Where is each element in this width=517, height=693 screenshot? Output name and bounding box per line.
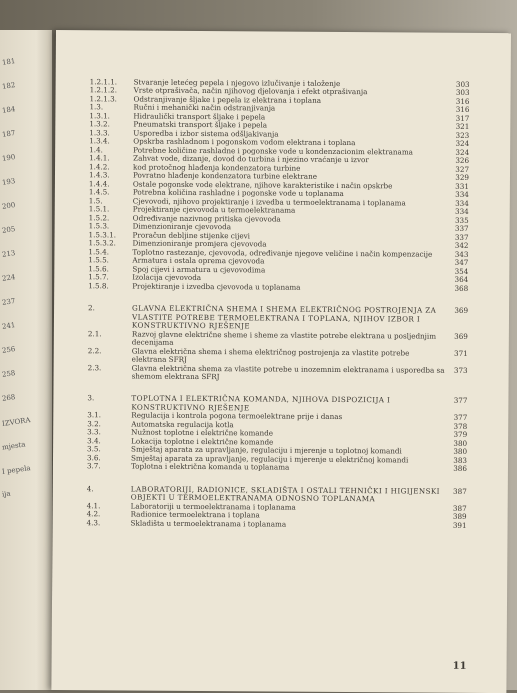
left-page-text: 258 [1, 369, 16, 379]
entry-title: LABORATORIJI, RADIONICE, SKLADIŠTA I OSTALI TEHNIČKI I HIGIJENSKI OBJEKTI U TERMOELEKTRANAMA ODNOSNO TOPLANAMA [130, 484, 440, 504]
entry-title: Usporedba i izbor sistema odšljakivanja [133, 128, 279, 139]
left-page-text: 184 [1, 105, 16, 115]
entry-number: 1.4.3. [88, 170, 110, 180]
entry-page: 316 [455, 105, 470, 115]
entry-page: 334 [455, 198, 469, 208]
entry-title: Smještaj aparata za upravljanje, regulaciju i mjerenje u toplotnoj komandi [131, 444, 402, 456]
entry-page: 371 [454, 348, 468, 358]
left-page-text: 200 [1, 201, 16, 211]
left-page-text: 256 [1, 345, 16, 355]
entry-number: 1.5.3.2. [88, 238, 116, 248]
entry-title: Cjevovodi, njihovo projektiranje i izvedba u termoelektranama i toplanama [132, 196, 406, 208]
entry-number: 1.3.3. [89, 128, 110, 138]
entry-number: 1.5.5. [88, 255, 110, 265]
entry-title: Smještaj aparata za upravljanje, regulaciju i mjerenje u električnoj komandi [130, 453, 409, 465]
entry-page: 303 [455, 88, 470, 98]
entry-title: Laboratoriji u termoelektranama i toplanama [130, 501, 296, 512]
left-page-text: 181 [1, 57, 16, 67]
entry-page: 364 [454, 274, 469, 285]
entry-title: kod protočnog hlađenja kondenzatora turbine [133, 162, 301, 173]
entry-title: Hidraulički transport šljake i pepela [133, 111, 266, 122]
entry-page: 337 [454, 232, 469, 242]
left-page-text: IZVORA [1, 416, 32, 428]
left-page-text: 205 [1, 225, 16, 235]
entry-title: Pneumatski transport šljake i pepela [133, 119, 268, 130]
left-page-text: 268 [1, 393, 16, 403]
entry-title: Armatura i ostala oprema cjevovoda [132, 255, 265, 266]
entry-title: Glavna električna shema i shema električnog postrojenja za vlastite potrebe elektrana SFRJ [131, 346, 410, 364]
entry-title: Vrste otprašivača, način njihovog djelovanja i efekt otprašivanja [133, 86, 368, 97]
entry-page: 331 [455, 181, 469, 191]
entry-number: 4.2. [86, 509, 101, 519]
entry-page: 335 [454, 215, 469, 225]
entry-page: 387 [453, 486, 467, 496]
entry-number: 4. [86, 484, 94, 494]
left-page-text: mjesta [1, 440, 26, 452]
entry-page: 379 [453, 430, 468, 440]
left-page-text: 193 [1, 177, 16, 187]
book-page [51, 30, 511, 693]
entry-title: Odstranjivanje šljake i pepela iz elektrana i toplana [133, 94, 322, 105]
toc-entry [87, 519, 467, 530]
entry-title: Skladišta u termoelektranama i toplanama [130, 518, 287, 529]
toc-entry [88, 364, 468, 384]
entry-page: 369 [454, 331, 468, 341]
entry-title: Nužnost toplotne i električne komande [131, 427, 274, 438]
entry-page: 324 [455, 139, 470, 149]
entry-number: 1.4.5. [88, 187, 110, 197]
left-page [0, 30, 52, 690]
entry-number: 3.4. [87, 436, 101, 446]
left-page-text: 190 [1, 153, 16, 163]
entry-number: 1.2.1.3. [89, 94, 117, 104]
entry-page: 327 [455, 164, 470, 174]
entry-title: Potrebna količina rashladne i pogonske vode u toplanama [132, 187, 344, 199]
entry-page: 373 [453, 365, 468, 375]
entry-page: 326 [455, 156, 470, 166]
entry-title: TOPLOTNA I ELEKTRIČNA KOMANDA, NJIHOVA DISPOZICIJA I KONSTRUKTIVNO RJEŠENJE [131, 394, 391, 413]
entry-page: 380 [453, 438, 468, 448]
entry-page: 389 [452, 512, 467, 522]
entry-number: 1.3.2. [89, 119, 110, 129]
entry-title: Razvoj glavne električne sheme i sheme za vlastite potrebe elektrana u posljednjim decenijama [131, 329, 437, 347]
entry-number: 1.2.1.1. [89, 77, 118, 87]
entry-page: 334 [454, 207, 469, 217]
entry-number: 1.3.1. [89, 111, 111, 121]
entry-number: 1.4.1. [89, 153, 110, 163]
entry-number: 1.5.8. [88, 280, 109, 290]
entry-title: Zahvat vode, dizanje, dovod do turbina i njezino vraćanje u izvor [133, 153, 369, 165]
entry-title: Spoj cijevi i armatura u cjevovodima [132, 264, 266, 275]
entry-number: 1.3.4. [89, 136, 110, 146]
entry-page: 342 [454, 240, 469, 251]
entry-page: 354 [454, 266, 469, 276]
entry-page: 303 [455, 79, 470, 89]
entry-title: Lokacija toplotne i električne komande [131, 436, 274, 447]
entry-title: Ostale pogonske vode elektrane, njihove karakteristike i način opskrbe [132, 179, 393, 191]
entry-title: Regulacija i kontrola pogona termoelektrane prije i danas [131, 410, 343, 422]
entry-title: Potrebne količine rashladne i pogonske vode u kondenzacionim elektranama [133, 145, 414, 157]
entry-number: 2.2. [87, 345, 102, 355]
entry-page: 387 [452, 503, 467, 513]
entry-title: Izolacija cjevovoda [132, 272, 202, 283]
entry-number: 3.1. [87, 410, 102, 420]
entry-number: 3.5. [87, 444, 101, 454]
entry-number: 1.4.2. [89, 162, 110, 172]
entry-page: 337 [454, 224, 469, 234]
entry-number: 1.5.2. [88, 212, 110, 223]
entry-number: 1.5.6. [88, 263, 109, 274]
entry-title: Toplotna i električna komanda u toplanama [130, 461, 290, 472]
entry-page: 329 [455, 173, 470, 183]
left-page-text: 241 [1, 321, 16, 331]
left-page-text: 187 [1, 129, 16, 139]
entry-title: Projektiranje i izvedba cjevovoda u toplanama [132, 281, 301, 292]
entry-title: Dimenzioniranje promjera cjevovoda [132, 238, 267, 249]
left-page-text: 237 [1, 297, 16, 307]
entry-title: Povratno hlađenje kondenzatora turbine elektrane [132, 170, 318, 182]
entry-title: Ručni i mehanički način odstranjivanja [133, 102, 276, 113]
entry-title: Stvaranje letećeg pepela i njegovo izlučivanje i taloženje [133, 77, 341, 88]
entry-page: 324 [455, 147, 470, 157]
entry-title: Opskrba rashladnom i pogonskom vodom elektrana i toplana [133, 136, 356, 148]
entry-title: Dimenzioniranje cjevovoda [132, 221, 232, 232]
entry-title: Automatska regulacija kotla [131, 419, 234, 430]
entry-number: 3.7. [86, 461, 101, 471]
entry-page: 334 [455, 190, 469, 200]
entry-page: 386 [453, 464, 467, 474]
toc-chapter [88, 304, 468, 332]
entry-page: 380 [453, 447, 468, 457]
entry-page: 317 [455, 113, 470, 123]
entry-number: 1.5.3. [88, 221, 110, 231]
entry-page: 377 [453, 413, 468, 423]
entry-number: 1.4. [89, 145, 103, 155]
entry-number: 1.4.4. [88, 179, 110, 189]
entry-number: 2.1. [87, 328, 102, 338]
entry-number: 3.2. [87, 419, 102, 429]
entry-number: 1.5.1. [88, 204, 110, 214]
entry-title: GLAVNA ELEKTRIČNA SHEMA I SHEMA ELEKTRIČNOG POSTROJENJA ZA VLASTITE POTREBE TERMOELEKTRANA I TOPLANA, NJIHOV IZBOR I KONSTRUKTIVNO RJEŠENJE [131, 303, 437, 331]
entry-title: Projektiranje cjevovoda u termoelektranama [132, 204, 296, 215]
entry-page: 316 [455, 96, 470, 106]
entry-number: 3.3. [87, 427, 101, 437]
entry-number: 1.5.4. [88, 246, 110, 257]
entry-title: Radionice termoelektrana i toplana [130, 509, 260, 520]
entry-number: 1.3. [89, 102, 104, 112]
entry-title: Glavna električna shema za vlastite potrebe u inozemnim elektranama i usporedba sa shemom elektrana SFRJ [131, 363, 445, 382]
entry-number: 2. [88, 303, 95, 313]
entry-page: 369 [454, 305, 469, 315]
entry-page: 368 [454, 283, 469, 293]
entry-page: 343 [454, 249, 469, 259]
entry-page: 377 [453, 396, 468, 406]
entry-title: Određivanje nazivnog pritiska cjevovoda [132, 213, 281, 224]
left-page-text: ija [1, 489, 12, 499]
entry-page: 321 [455, 122, 470, 132]
left-page-text: I pepela [1, 464, 32, 476]
entry-number: 1.5.3.1. [88, 229, 117, 240]
left-page-text: 182 [1, 81, 16, 91]
entry-page: 391 [452, 520, 467, 530]
entry-number: 3.6. [86, 453, 101, 463]
entry-number: 2.3. [87, 362, 102, 372]
entry-number: 4.1. [86, 501, 101, 511]
entry-title: Proračun debljine stijenke cijevi [132, 230, 250, 241]
entry-page: 378 [453, 421, 468, 431]
entry-number: 1.2.1.2. [89, 85, 118, 95]
entry-number: 1.5. [88, 196, 103, 206]
table-of-contents [87, 78, 470, 530]
entry-page: 383 [453, 455, 468, 465]
left-page-text: 224 [1, 273, 16, 283]
entry-number: 3. [87, 393, 95, 403]
entry-page: 347 [454, 257, 469, 268]
entry-number: 1.5.7. [88, 272, 109, 282]
entry-page: 323 [455, 130, 470, 140]
left-page-text: 213 [1, 249, 16, 259]
page-number: 11 [452, 660, 467, 672]
entry-title: Toplotno rastezanje, cjevovoda, određivanje njegove veličine i način kompenzacije [132, 247, 433, 259]
entry-number: 4.3. [86, 517, 101, 528]
